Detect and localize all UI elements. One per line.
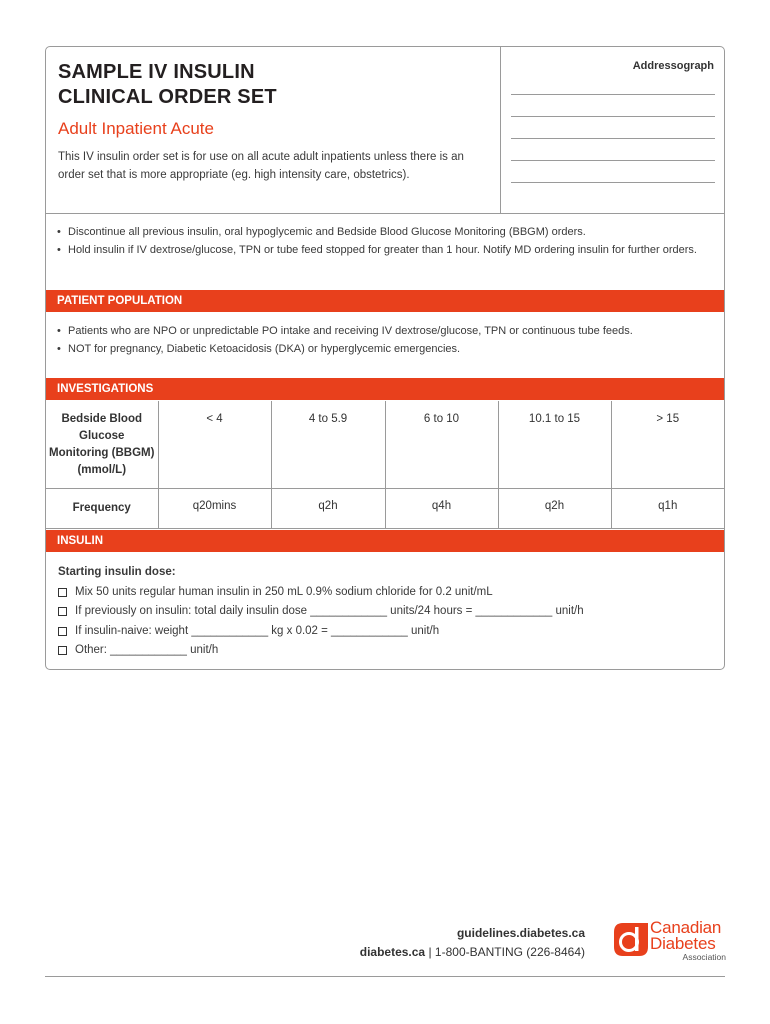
- intro-text: This IV insulin order set is for use on all acute adult inpatients unless there is an order set that is more appropriate (eg. high intensity care, obstetrics).: [58, 151, 464, 181]
- frequency-cell: q20mins: [158, 488, 271, 528]
- option-text: Other: ____________ unit/h: [75, 644, 219, 656]
- checkbox[interactable]: [58, 646, 67, 655]
- option-text: Mix 50 units regular human insulin in 250 mL 0.9% sodium chloride for 0.2 unit/mL: [75, 585, 493, 598]
- footer-contact: [360, 924, 585, 962]
- list-item: • Patients who are NPO or unpredictable PO intake and receiving IV dextrose/glucose, TPN or continuous tube feeds.: [46, 322, 724, 340]
- site-link[interactable]: diabetes.ca: [359, 945, 426, 959]
- addressograph-line[interactable]: [511, 94, 715, 95]
- bbgm-label-line: Glucose: [79, 430, 125, 442]
- list-item: [58, 641, 584, 661]
- bbgm-label-line: (mmol/L): [77, 464, 127, 476]
- frequency-label-cell: Frequency: [46, 488, 158, 528]
- patient-population-heading: PATIENT POPULATION: [46, 290, 724, 312]
- title-line-1: SAMPLE IV INSULIN: [58, 61, 255, 83]
- form-header: [46, 47, 724, 214]
- list-item: • Discontinue all previous insulin, oral hypoglycemic and Bedside Blood Glucose Monitoring (BBGM) orders.: [46, 223, 724, 241]
- frequency-cell: q2h: [498, 488, 611, 528]
- range-cell: 10.1 to 15: [498, 401, 611, 488]
- contact-line: [360, 943, 585, 962]
- page-title: [58, 60, 277, 110]
- checkbox[interactable]: [58, 607, 67, 616]
- general-orders-list: [46, 223, 724, 259]
- range-cell: 4 to 5.9: [271, 401, 385, 488]
- bbgm-label-cell: [46, 401, 158, 488]
- separator: |: [428, 945, 432, 959]
- option-text: If previously on insulin: total daily insulin dose ____________ units/24 hours = ____________ unit/h: [75, 605, 584, 617]
- insulin-heading: INSULIN: [46, 530, 724, 552]
- list-item: • Hold insulin if IV dextrose/glucose, TPN or tube feed stopped for greater than 1 hour. Notify MD ordering insulin for further orders.: [46, 241, 724, 259]
- table-row: [46, 488, 724, 528]
- addressograph-line[interactable]: [511, 116, 715, 117]
- footer-divider: [45, 976, 725, 977]
- cda-logo-icon: [614, 922, 648, 956]
- insulin-section: [58, 563, 584, 661]
- frequency-cell: q2h: [271, 488, 385, 528]
- table-row: [46, 401, 724, 488]
- addressograph-line[interactable]: [511, 138, 715, 139]
- range-cell: 6 to 10: [385, 401, 498, 488]
- list-item: [58, 602, 584, 622]
- guidelines-link[interactable]: guidelines.diabetes.ca: [456, 926, 585, 940]
- frequency-cell: q1h: [611, 488, 724, 528]
- checkbox[interactable]: [58, 588, 67, 597]
- logo-line-3: Association: [682, 952, 726, 962]
- frequency-cell: q4h: [385, 488, 498, 528]
- order-set-form: [45, 46, 725, 670]
- range-cell: < 4: [158, 401, 271, 488]
- logo-line-2: Diabetes: [650, 934, 716, 953]
- title-line-2: CLINICAL ORDER SET: [58, 86, 277, 108]
- patient-population-list: [46, 322, 724, 358]
- addressograph-line[interactable]: [511, 182, 715, 183]
- cda-logo-text: [650, 920, 726, 962]
- list-item: • NOT for pregnancy, Diabetic Ketoacidosis (DKA) or hyperglycemic emergencies.: [46, 340, 724, 358]
- list-item: [58, 622, 584, 642]
- addressograph-label: Addressograph: [632, 60, 714, 72]
- range-cell: > 15: [611, 401, 724, 488]
- option-text: If insulin-naive: weight ____________ kg x 0.02 = ____________ unit/h: [75, 624, 440, 637]
- checkbox[interactable]: [58, 627, 67, 636]
- bbgm-frequency-table: [46, 401, 724, 529]
- list-item: [58, 583, 584, 603]
- addressograph-box: [500, 47, 725, 213]
- bbgm-label-line: Bedside Blood: [61, 413, 142, 425]
- investigations-heading: INVESTIGATIONS: [46, 378, 724, 400]
- starting-dose-label: Starting insulin dose:: [58, 566, 176, 578]
- bbgm-label-line: Monitoring (BBGM): [49, 447, 155, 459]
- page-subtitle: Adult Inpatient Acute: [58, 119, 214, 138]
- phone-number: 1-800-BANTING (226-8464): [434, 945, 585, 959]
- logo-line-1: Canadian: [650, 918, 722, 937]
- addressograph-line[interactable]: [511, 160, 715, 161]
